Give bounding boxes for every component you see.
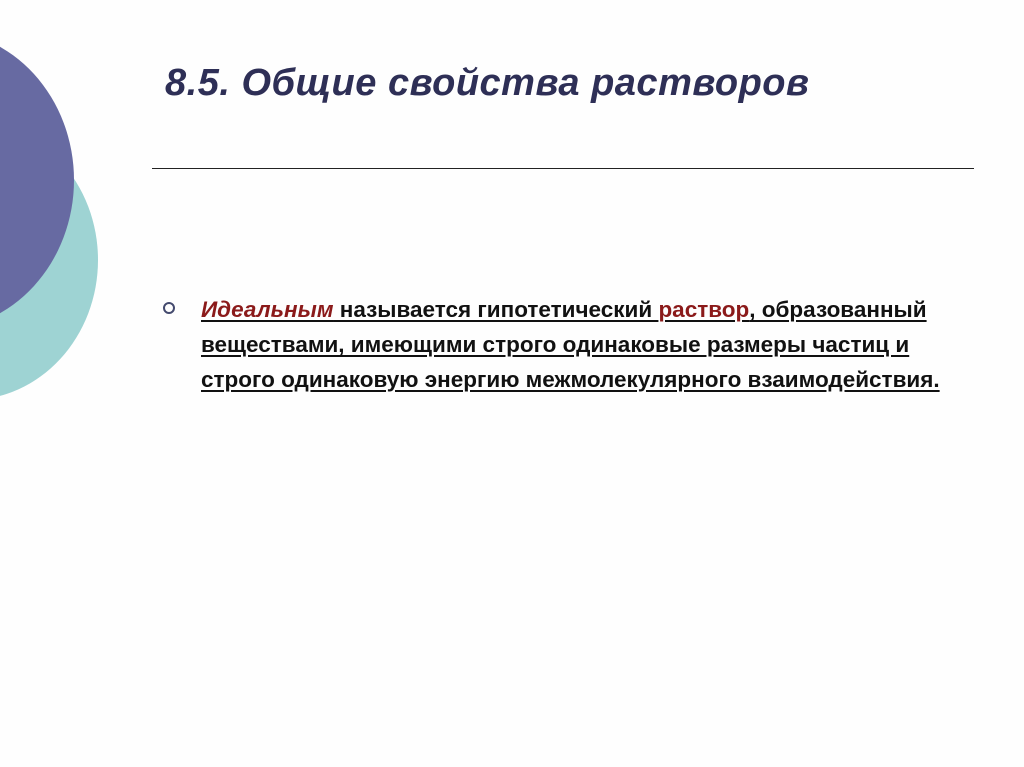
definition-part-1: называется гипотетический [333, 297, 659, 322]
title-divider [152, 168, 974, 169]
term-ideal-link[interactable]: Идеальным [201, 297, 334, 322]
term-solution-link[interactable]: раствор [658, 297, 750, 322]
definition-text [201, 292, 961, 397]
slide-title: 8.5. Общие свойства растворов [165, 62, 810, 104]
definition-part-2: , образованный веществами, имеющими строго одинаковые размеры частиц и строго одинаковую энергию межмолекулярного взаимодействия. [201, 297, 940, 392]
hollow-circle-bullet-icon [163, 302, 175, 314]
